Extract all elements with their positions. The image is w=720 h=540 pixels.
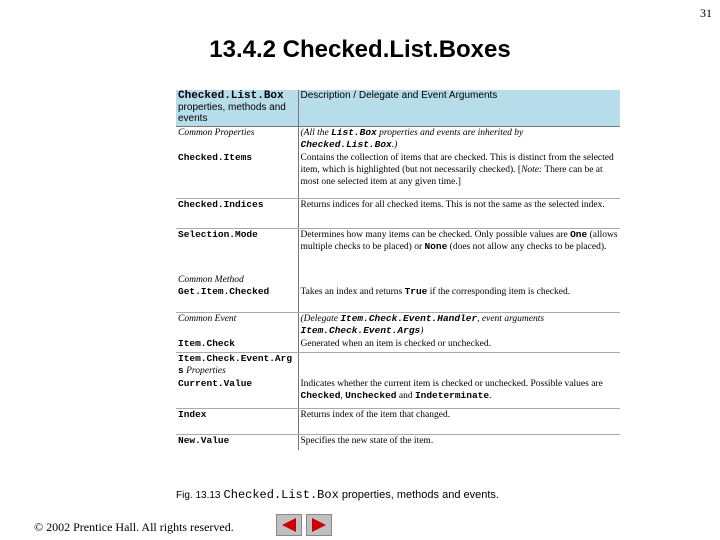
caption-code: Checked.List.Box xyxy=(223,488,339,502)
table-row xyxy=(176,198,620,228)
prop-name-selection-mode: Selection.Mode xyxy=(178,228,258,240)
selection-mode-desc: Determines how many items can be checked. Only possible values are One (allows multiple checks to be placed) or None (does not allow any checks to be placed). xyxy=(300,228,618,252)
next-slide-button[interactable] xyxy=(306,514,332,536)
caption-label: Fig. 13.13 xyxy=(176,490,221,501)
table-row xyxy=(176,286,620,312)
table-row xyxy=(176,434,620,450)
prop-name-current-value: Current.Value xyxy=(178,378,253,389)
index-desc: Returns index of the item that changed. xyxy=(298,408,620,434)
event-args-properties-label: Item.Check.Event.Arg s Properties xyxy=(176,352,298,378)
properties-table xyxy=(176,90,620,450)
prop-name-checked-indices: Checked.Indices xyxy=(178,198,264,210)
common-event-label: Common Event xyxy=(178,313,237,324)
table-row xyxy=(176,312,620,338)
figure-caption xyxy=(176,488,499,502)
current-value-desc: Indicates whether the current item is checked or unchecked. Possible values are Checked, Unchecked and Indeterminate. xyxy=(298,378,620,408)
prop-name-checked-items: Checked.Items xyxy=(178,152,253,163)
header-subtitle: properties, methods and events xyxy=(178,102,286,124)
caption-text: properties, methods and events. xyxy=(338,489,499,501)
header-code: Checked.List.Box xyxy=(178,90,284,102)
triangle-left-icon xyxy=(280,517,298,533)
table-row xyxy=(176,126,620,152)
table-row xyxy=(176,228,620,274)
table-row xyxy=(176,352,620,378)
table-row xyxy=(176,408,620,434)
table-row xyxy=(176,274,620,286)
page-number: 31 xyxy=(700,6,712,20)
item-check-desc: Generated when an item is checked or unchecked. xyxy=(298,338,620,352)
table-row xyxy=(176,378,620,408)
previous-slide-button[interactable] xyxy=(276,514,302,536)
common-properties-label: Common Properties xyxy=(178,127,255,138)
triangle-right-icon xyxy=(310,517,328,533)
checked-items-desc: Contains the collection of items that are checked. This is distinct from the selected item, which is highlighted (but not necessarily checked). [Note: There can be at most one selected item at any given time.] xyxy=(298,152,620,198)
table-header-row xyxy=(176,90,620,126)
table-row xyxy=(176,338,620,352)
copyright-notice: © 2002 Prentice Hall. All rights reserved. xyxy=(34,520,234,534)
common-properties-desc: (All the List.Box properties and events are inherited by Checked.List.Box.) xyxy=(300,126,524,150)
prop-name-new-value: New.Value xyxy=(178,434,230,446)
event-name-item-check: Item.Check xyxy=(178,338,236,349)
prop-name-index: Index xyxy=(178,408,207,420)
table-row xyxy=(176,152,620,198)
slide-title: 13.4.2 Checked.List.Boxes xyxy=(209,36,511,63)
method-name-get-item-checked: Get.Item.Checked xyxy=(178,286,270,297)
checked-indices-desc: Returns indices for all checked items. This is not the same as the selected index. xyxy=(298,198,620,228)
common-event-desc: (Delegate Item.Check.Event.Handler, event arguments Item.Check.Event.Args) xyxy=(300,312,545,336)
common-method-label: Common Method xyxy=(178,275,244,285)
get-item-checked-desc: Takes an index and returns True if the corresponding item is checked. xyxy=(298,286,620,312)
header-description: Description / Delegate and Event Arguments xyxy=(300,90,498,101)
new-value-desc: Specifies the new state of the item. xyxy=(300,435,434,446)
